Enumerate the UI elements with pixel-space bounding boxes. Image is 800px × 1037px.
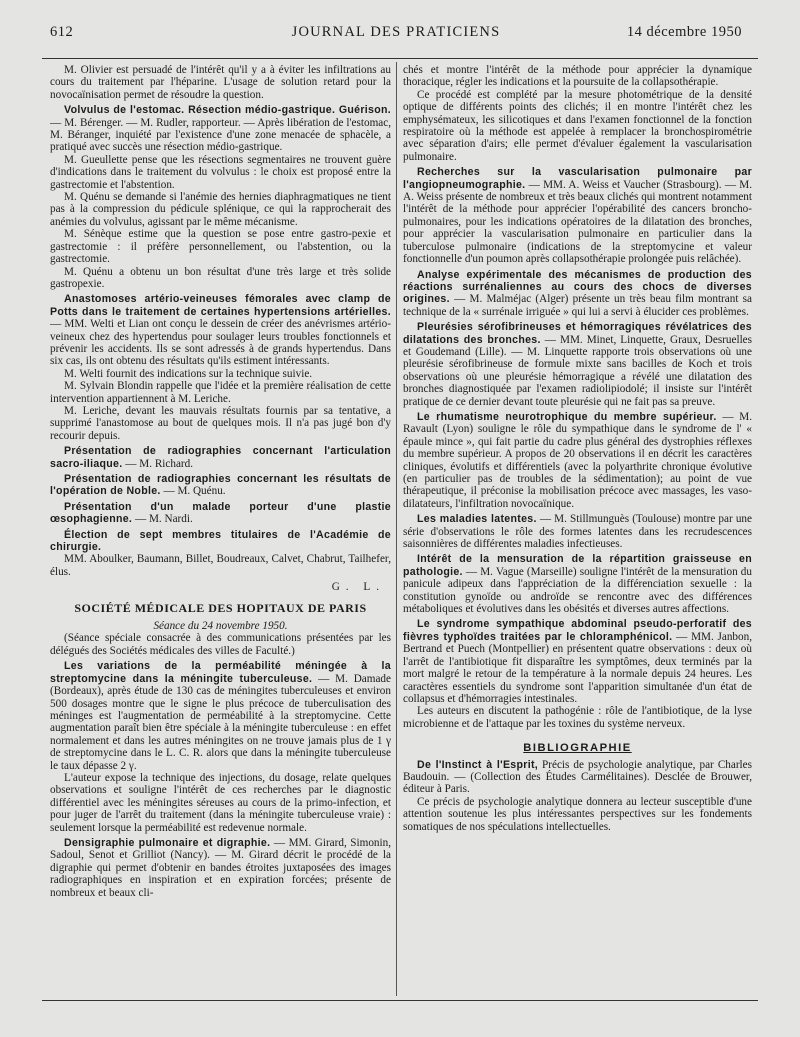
article-title: Intérêt de la mensuration de la répartition graisseuse en pathologie. xyxy=(403,553,752,578)
paragraph: L'auteur expose la technique des injections, du dosage, relate quelques observations et souligne l'intérêt de ces recherches par le diagnostic différentiel avec les méningites séreuses au cours de la primo-infection, et pour juger de l'arrêt du traitement (dans la méningite tuberculeuse vraie) : seulement lorsque la perméabilité est redevenue normale. xyxy=(50,771,391,834)
article-title: Élection de sept membres titulaires de l'Académie de chirurgie. xyxy=(50,528,391,554)
article-body: — MM. A. Weiss et Vaucher (Strasbourg). — M. A. Weiss présente de nombreux et très beaux clichés qui montrent notamment l'intérêt de la méthode pour apprécier l'opérabilité des cancers broncho-pulmonaires, pour les indications opératoires de la dilatation des bronches, pour apprécier la vascularisation pulmonaire en particulier dans la tuberculose pulmonaire (indications de la streptomycine et valeur fonctionnelle d'un poumon après collapsothérapie prolongée puis relâchée). xyxy=(403,178,752,266)
paragraph xyxy=(403,269,752,319)
paragraph: Ce précis de psychologie analytique donnera au lecteur susceptible d'une attention soutenue les plus intéressantes perspectives sur les fondements somatiques de nos spéculations intellectuelles. xyxy=(403,795,752,833)
paragraph xyxy=(50,837,391,899)
session-date: Séance du 24 novembre 1950. xyxy=(153,620,288,633)
signature: G. L. xyxy=(331,581,385,594)
paragraph xyxy=(403,411,752,510)
article-body: — M. Vague (Marseille) souligne l'intérêt de la mensuration du panicule adipeux dans l'appréciation de la différenciation sexuelle : la constitution gynoïde ou androïde se rencontre avec des différences métaboliques et évolutives dans les obésités et diverses autres affections. xyxy=(403,565,752,616)
article-body: — M. Bérenger. — M. Rudler, rapporteur. — Après libération de l'estomac, M. Béranger, inquiété par l'existence d'une zone menacée de sphacèle, a pratiqué avec succès une résection médio-gastrique. xyxy=(50,116,391,154)
article-title: Pleurésies sérofibrineuses et hémorragiques révélatrices des dilatations des bronches. xyxy=(403,321,752,346)
paragraph xyxy=(403,166,752,265)
article-title: Présentation de radiographies concernant les résultats de l'opération de Noble. xyxy=(50,473,391,498)
article-title: Recherches sur la vascularisation pulmonaire par l'angiopneumographie. xyxy=(403,166,752,191)
header-rule xyxy=(42,58,758,59)
paragraph xyxy=(403,759,752,796)
article-body: — M. Richard. xyxy=(122,457,194,470)
column-divider xyxy=(396,62,397,996)
paragraph xyxy=(50,660,391,772)
article-body: — MM. Janbon, Bertrand et Puech (Montpellier) en présentent quatre observations : deux où l'arrêt de l'antibiotique fit disparaître les symptômes, deux terminés par la mort malgré le retour de la température à la normale depuis 24 heures. Les caractères essentiels du syndrome sont l'apparition simultanée d'un état de collapsus et d'hémorragies intestinales. xyxy=(403,630,753,705)
paragraph xyxy=(50,473,391,498)
article-title: Les variations de la perméabilité méningée à la streptomycine dans la méningite tuberculeuse. xyxy=(50,660,391,685)
paragraph: M. Sylvain Blondin rappelle que l'idée et la première réalisation de cette intervention appartiennent à M. Leriche. xyxy=(50,380,391,405)
issue-date: 14 décembre 1950 xyxy=(626,24,742,40)
paragraph: Les auteurs en discutent la pathogénie : rôle de l'antibiotique, de la lyse microbienne et de l'attaque par les toxines du système nerveux. xyxy=(403,705,752,730)
article-title: Densigraphie pulmonaire et digraphie. xyxy=(64,836,271,849)
journal-title: JOURNAL DES PRATICIENS xyxy=(291,24,501,40)
paragraph xyxy=(403,513,752,550)
paragraph xyxy=(403,321,752,408)
paragraph xyxy=(50,445,391,470)
paragraph: M. Gueullette pense que les résections segmentaires ne trouvent guère d'indications dans le traitement du volvulus : le choix est proposé entre la gastrectomie et l'abstention. xyxy=(50,153,391,191)
paragraph xyxy=(50,293,391,367)
paragraph xyxy=(50,529,391,554)
article-title: Volvulus de l'estomac. Résection médio-gastrique. Guérison. xyxy=(64,104,391,117)
paragraph: (Séance spéciale consacrée à des communications présentées par les délégués des Sociétés médicales des villes de Faculté.) xyxy=(50,632,391,657)
article-title: Analyse expérimentale des mécanismes de production des réactions surrénaliennes au cours des chocs de diverses origines. xyxy=(403,268,752,306)
left-column xyxy=(50,64,391,899)
article-body: — MM. Welti et Lian ont conçu le dessein de créer des anévrismes artério-veineux chez des hypertendus pour soulager leurs troubles fonctionnels et prévenir les accidents. Ils se sont adressés à de grands hypertendus. Dans six cas, ils ont obtenu des résultats qu'ils estiment intéressants. xyxy=(50,318,391,368)
paragraph: M. Sénèque estime que la question se pose entre gastro-pexie et gastrectomie : il préfère personnellement, ou l'abstention, ou la gastrectomie. xyxy=(50,228,391,266)
paragraph: chés et montre l'intérêt de la méthode pour apprécier la dynamique thoracique, régler les indications et la poursuite de la collapsothérapie. xyxy=(403,64,752,89)
article-body: — M. Nardi. xyxy=(132,513,193,526)
book-title: De l'Instinct à l'Esprit, xyxy=(417,758,539,771)
article-title: Présentation d'un malade porteur d'une plastie œsophagienne. xyxy=(50,500,391,526)
section-title: SOCIÉTÉ MÉDICALE DES HOPITAUX DE PARIS xyxy=(74,600,367,615)
paragraph: M. Quénu a obtenu un bon résultat d'une très large et très solide gastropexie. xyxy=(50,265,391,290)
page-header xyxy=(50,24,742,46)
article-body: — MM. Girard, Simonin, Sadoul, Senot et Grilliot (Nancy). — M. Girard décrit le procédé de la digraphie qui permet d'obtenir en bandes étroites juxtaposées des images radiographiques en inspiration et en expiration forcées; présente de nombreux et beaux cli- xyxy=(50,836,391,899)
paragraph xyxy=(50,501,391,526)
article-body: — MM. Minet, Linquette, Graux, Desruelles et Goudemand (Lille). — M. Linquette rapporte trois observations où une pleurésie sérofibrineuse de formule mixte sans bacilles de Koch et trois observations où une pleurésie hémorragique a révélé une dilatation des bronches diagnostiquée par l'examen radiolipiodolé; il insiste sur l'intérêt pratique de ce dernier devant toute pleurésie qui ne fait pas sa preuve. xyxy=(403,333,752,408)
paragraph: M. Olivier est persuadé de l'intérêt qu'il y a à éviter les infiltrations au cours du traitement par l'héparine. L'usage de solution retard pour la novocaïnisation permet de résoudre la question. xyxy=(50,64,391,101)
paragraph: M. Leriche, devant les mauvais résultats fournis par sa tentative, a supprimé l'anastomose au bout de quelques mois. Il n'a pas jugé bon d'y recourir depuis. xyxy=(50,404,391,442)
page-number: 612 xyxy=(50,24,74,40)
article-title: Le syndrome sympathique abdominal pseudo-perforatif des fièvres typhoïdes traitées par le chloramphénicol. xyxy=(403,618,752,643)
book-details: Précis de psychologie analytique, par Charles Baudouin. — (Collection des Études Carmélitaines). Desclée de Brouwer, éditeur à Paris. xyxy=(403,758,752,796)
article-body: — M. Ravault (Lyon) souligne le rôle du sympathique dans le syndrome de l' « épaule mince », qui fait partie du cadre plus général des dystrophies réflexes du membre supérieur. A propos de 20 observations il en décrit les caractères cliniques, évolutifs et différentiels (avec la polyarthrite chronique évolutive (en particulier pas de troubles de la sédimentation); au point de vue thérapeutique, il préconise la mobilisation précoce avec massages, les vaso-dilatateurs, l'infiltration novocaïnique. xyxy=(403,410,752,510)
paragraph xyxy=(50,104,391,154)
paragraph: M. Quénu se demande si l'anémie des hernies diaphragmatiques ne tient pas à la compression du pédicule splénique, ce qui la rapprocherait des anémies du volvulus, agissant par le même mécanisme. xyxy=(50,191,391,228)
paragraph xyxy=(403,618,752,705)
article-body: — M. Damade (Bordeaux), après étude de 130 cas de méningites tuberculeuses et environ 500 dosages montre que le signe le plus précoce de tuberculisation des méninges est l'augmentation de perméabilité à la streptomycine. Cette augmentation paraît bien être spéciale à la méningite tuberculeuse : en effet normalement et dans les autres méningites on ne trouve jamais plus de 1 γ de streptomycine dans le L. C. R. alors que dans la méningite tuberculeuse le taux dépasse 2 γ. xyxy=(50,672,391,772)
footer-rule xyxy=(42,1000,758,1001)
article-title: Les maladies latentes. xyxy=(417,513,537,526)
article-title: Anastomoses artério-veineuses fémorales avec clamp de Potts dans le traitement de certaines hypertensions artérielles. xyxy=(50,293,391,318)
bibliography-title: BIBLIOGRAPHIE xyxy=(523,742,632,755)
paragraph: MM. Aboulker, Baumann, Billet, Boudreaux, Calvet, Chabrut, Tailhefer, élus. xyxy=(50,553,391,578)
right-column xyxy=(403,64,752,833)
article-title: Le rhumatisme neurotrophique du membre supérieur. xyxy=(417,410,717,423)
article-title: Présentation de radiographies concernant l'articulation sacro-iliaque. xyxy=(50,445,391,470)
paragraph: M. Welti fournit des indications sur la technique suivie. xyxy=(64,367,313,380)
article-body: — M. Quénu. xyxy=(160,485,226,498)
paragraph xyxy=(403,553,752,615)
article-body: — M. Malméjac (Alger) présente un très beau film montrant sa technique de la « surrénale irriguée » qui lui a servi à élucider ces problèmes. xyxy=(403,293,752,318)
paragraph: Ce procédé est complété par la mesure photométrique de la densité optique de différents points des clichés; il en montre l'intérêt chez les emphysémateux, les silicotiques et dans l'examen fonctionnel de la fonction respiratoire où la méthode est appelée à remplacer la bronchospirométrie avec séparation d'airs; elle permet d'évaluer également la vascularisation pulmonaire. xyxy=(403,88,752,163)
article-body: — M. Stillmunguès (Toulouse) montre par une série d'observations le rôle des formes latentes dans les recrudescences saisonnières de différentes maladies infectieuses. xyxy=(403,513,752,551)
